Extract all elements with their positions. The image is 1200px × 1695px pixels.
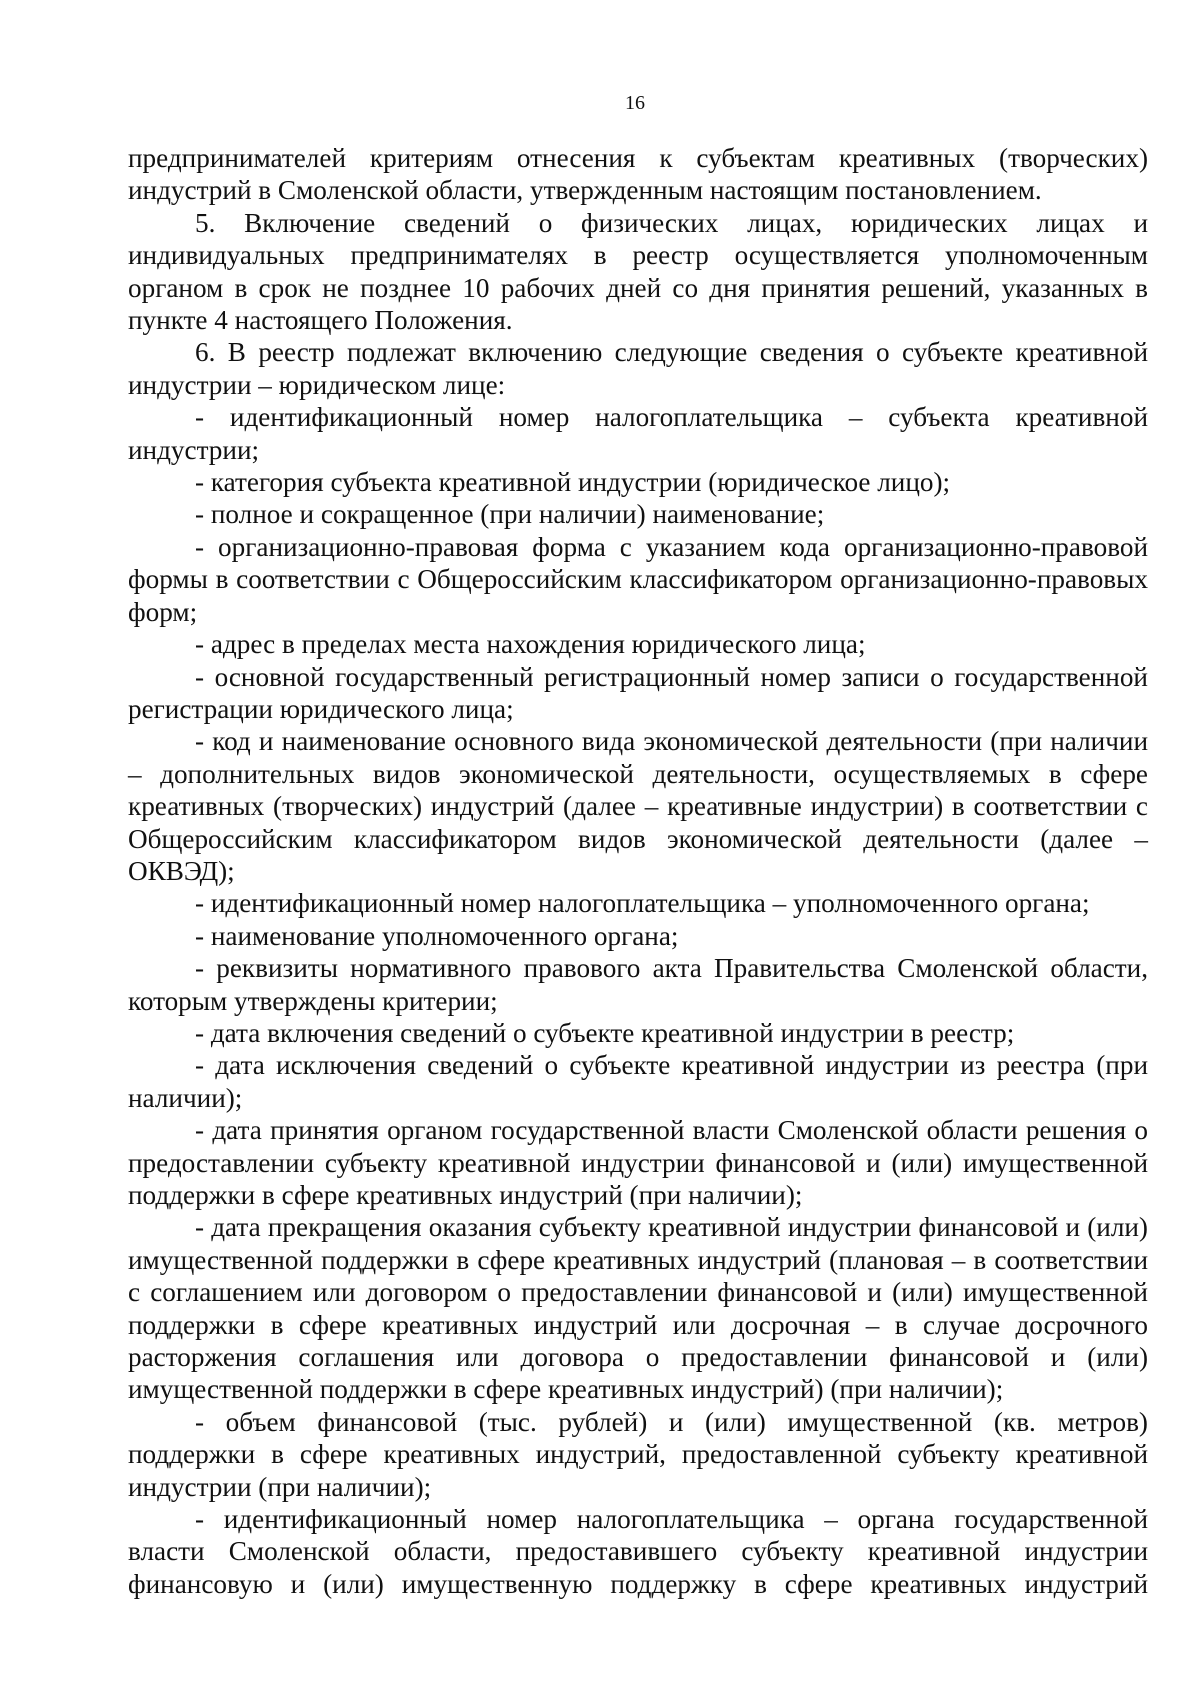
list-item-authority-inn: - идентификационный номер налогоплательщика – уполномоченного органа; — [195, 888, 1090, 919]
list-item-support-volume: - объем финансовой (тыс. рублей) и (или) имущественной (кв. метров) поддержки в сфере креативных индустрий, предоставленной субъекту креативной индустрии (при наличии); — [128, 1406, 1148, 1502]
list-item-support-authority-inn: - идентификационный номер налогоплательщика – органа государственной власти Смоленской области, предоставившего субъекту креативной индустрии финансовую и (или) имущественную поддержку в сфере креативных индустрий — [128, 1504, 1148, 1599]
paragraph-item-6: 6. В реестр подлежат включению следующие сведения о субъекте креативной индустрии – юридическом лице: — [128, 337, 1148, 400]
list-item-category: - категория субъекта креативной индустрии (юридическое лицо); — [195, 467, 951, 498]
list-item-okved: - код и наименование основного вида экономической деятельности (при наличии – дополнительных видов экономической деятельности, осуществляемых в сфере креативных (творческих) индустрий (далее – креативные индустрии) в соответствии с Общероссийским классификатором видов экономической деятельности (далее – ОКВЭД); — [128, 726, 1148, 886]
list-item-exclusion-date: - дата исключения сведений о субъекте креативной индустрии из реестра (при наличии); — [128, 1050, 1148, 1113]
list-item-act-details: - реквизиты нормативного правового акта Правительства Смоленской области, которым утверждены критерии; — [128, 953, 1148, 1016]
list-item-inn: - идентификационный номер налогоплательщика – субъекта креативной индустрии; — [128, 402, 1148, 465]
list-item-support-end-date: - дата прекращения оказания субъекту креативной индустрии финансовой и (или) имущественной поддержки в сфере креативных индустрий (плановая – в соответствии с соглашением или договором о предоставлении финансовой и (или) имущественной поддержки в сфере креативных индустрий или досрочная – в случае досрочного расторжения соглашения или договора о предоставлении финансовой и (или) имущественной поддержки в сфере креативных индустрий) (при наличии); — [128, 1212, 1148, 1405]
list-item-ogrn: - основной государственный регистрационный номер записи о государственной регистрации юридического лица; — [128, 661, 1148, 724]
list-item-inclusion-date: - дата включения сведений о субъекте креативной индустрии в реестр; — [195, 1017, 1015, 1048]
document-body — [128, 142, 1148, 1600]
list-item-authority-name: - наименование уполномоченного органа; — [195, 920, 679, 951]
list-item-address: - адрес в пределах места нахождения юридического лица; — [195, 629, 866, 660]
list-item-support-decision-date: - дата принятия органом государственной власти Смоленской области решения о предоставлении субъекту креативной индустрии финансовой и (или) имущественной поддержки в сфере креативных индустрий (при наличии); — [128, 1115, 1148, 1210]
paragraph-continuation: предпринимателей критериям отнесения к субъектам креативных (творческих) индустрий в Смоленской области, утвержденным настоящим постановлением. — [128, 143, 1148, 206]
list-item-name: - полное и сокращенное (при наличии) наименование; — [195, 499, 825, 530]
paragraph-item-5: 5. Включение сведений о физических лицах, юридических лицах и индивидуальных предпринимателях в реестр осуществляется уполномоченным органом в срок не позднее 10 рабочих дней со дня принятия решений, указанных в пункте 4 настоящего Положения. — [128, 207, 1148, 336]
list-item-legal-form: - организационно-правовая форма с указанием кода организационно-правовой формы в соответствии с Общероссийским классификатором организационно-правовых форм; — [128, 531, 1148, 627]
page-number: 16 — [625, 92, 645, 114]
